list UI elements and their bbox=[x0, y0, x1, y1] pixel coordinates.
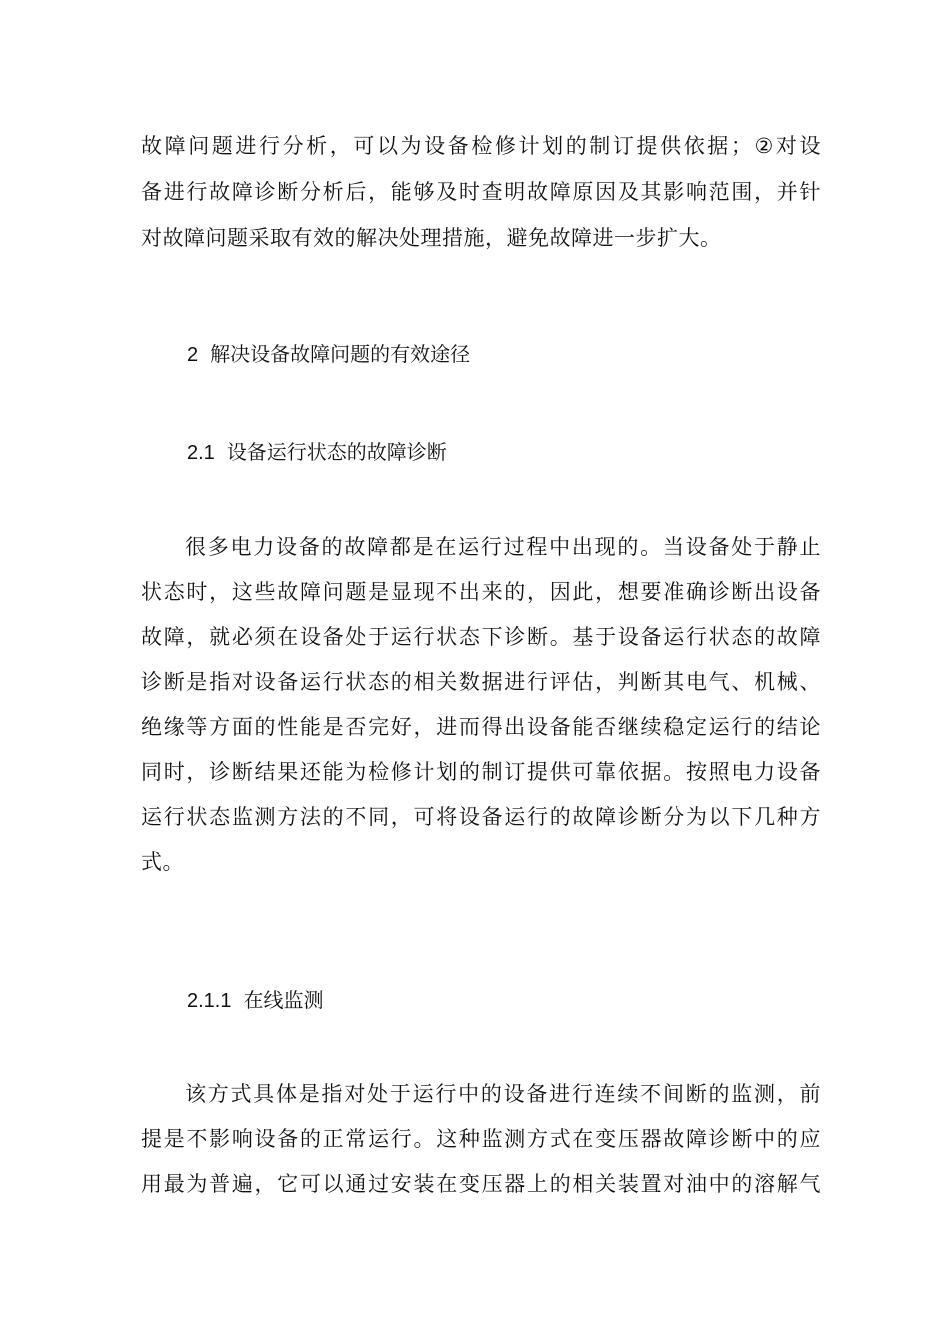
paragraph-line: 该方式具体是指对处于运行中的设备进行连续不间断的监测，前 bbox=[185, 1082, 821, 1106]
paragraph-2-1 bbox=[141, 529, 821, 881]
section-title: 在线监测 bbox=[243, 988, 324, 1012]
section-number: 2 bbox=[187, 344, 199, 366]
section-number: 2.1.1 bbox=[187, 990, 232, 1012]
section-heading-2-1-1 bbox=[187, 985, 323, 1016]
paragraph-line: 同时，诊断结果还能为检修计划的制订提供可靠依据。按照电力设备 bbox=[141, 760, 821, 784]
paragraph-line: 故障，就必须在设备处于运行状态下诊断。基于设备运行状态的故障 bbox=[141, 625, 821, 649]
section-heading-2-1 bbox=[187, 437, 447, 468]
paragraph-line: 运行状态监测方法的不同，可将设备运行的故障诊断分为以下几种方 bbox=[141, 805, 821, 829]
paragraph-intro bbox=[141, 128, 821, 257]
section-number: 2.1 bbox=[187, 442, 215, 464]
paragraph-line: 诊断是指对设备运行状态的相关数据进行评估，判断其电气、机械、 bbox=[141, 670, 821, 694]
paragraph-line: 很多电力设备的故障都是在运行过程中出现的。当设备处于静止 bbox=[185, 535, 821, 559]
section-title: 解决设备故障问题的有效途径 bbox=[210, 342, 471, 366]
paragraph-line: 用最为普遍，它可以通过安装在变压器上的相关装置对油中的溶解气 bbox=[141, 1172, 821, 1196]
paragraph-line: 绝缘等方面的性能是否完好，进而得出设备能否继续稳定运行的结论 bbox=[141, 715, 821, 739]
paragraph-line: 故障问题进行分析，可以为设备检修计划的制订提供依据；②对设 bbox=[141, 134, 821, 158]
paragraph-line: 状态时，这些故障问题是显现不出来的，因此，想要准确诊断出设备 bbox=[141, 580, 821, 604]
paragraph-line: 提是不影响设备的正常运行。这种监测方式在变压器故障诊断中的应 bbox=[141, 1127, 821, 1151]
section-title: 设备运行状态的故障诊断 bbox=[226, 440, 447, 464]
paragraph-line: 对故障问题采取有效的解决处理措施，避免故障进一步扩大。 bbox=[141, 226, 722, 250]
paragraph-2-1-1 bbox=[141, 1076, 821, 1203]
section-heading-2 bbox=[187, 339, 470, 370]
paragraph-line: 式。 bbox=[141, 850, 184, 874]
paragraph-line: 备进行故障诊断分析后，能够及时查明故障原因及其影响范围，并针 bbox=[141, 180, 821, 204]
